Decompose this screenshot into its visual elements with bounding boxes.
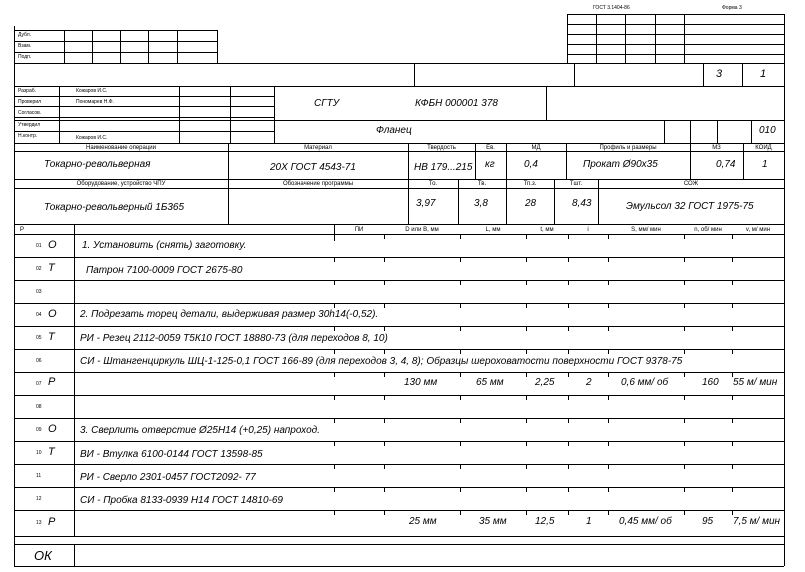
column-tick (384, 373, 385, 377)
column-tick (732, 419, 733, 423)
signer-role: Утвердил (18, 122, 41, 128)
column-tick (732, 235, 733, 239)
column-tick (608, 373, 609, 377)
column-tick (608, 350, 609, 354)
column-tick (684, 304, 685, 308)
column-tick (460, 488, 461, 492)
column-tick (460, 511, 461, 515)
column-tick (684, 488, 685, 492)
row-code: О (48, 423, 57, 435)
row-number: 13 (36, 520, 42, 526)
column-tick (460, 304, 461, 308)
sheet-total: 3 (716, 68, 723, 80)
param-t: 2,25 (535, 377, 555, 388)
sheet-number: 1 (760, 68, 767, 80)
profile-value: Прокат Ø90х35 (583, 159, 658, 170)
row-number: 08 (36, 404, 42, 410)
column-tick (684, 511, 685, 515)
signer-role: Проверил (18, 99, 42, 105)
column-tick (732, 327, 733, 331)
row-number: 12 (36, 496, 42, 502)
row-number: 02 (36, 266, 42, 272)
row-number: 04 (36, 312, 42, 318)
to-value: 3,97 (416, 198, 436, 209)
column-tick (608, 304, 609, 308)
sozh-value: Эмульсол 32 ГОСТ 1975-75 (626, 201, 754, 212)
column-tick (526, 511, 527, 515)
hdr-koid: КОИД (755, 145, 772, 151)
column-tick (460, 442, 461, 446)
column-tick (334, 327, 335, 331)
hdr-to: То. (428, 181, 438, 187)
column-tick (568, 511, 569, 515)
column-tick (334, 281, 335, 285)
column-tick (384, 304, 385, 308)
row-code: О (48, 308, 57, 320)
column-tick (460, 350, 461, 354)
column-tick (460, 258, 461, 262)
column-tick (684, 442, 685, 446)
column-tick (732, 442, 733, 446)
column-tick (384, 511, 385, 515)
column-tick (526, 235, 527, 239)
org-name: СГТУ (314, 98, 340, 109)
column-tick (684, 465, 685, 469)
column-tick (568, 373, 569, 377)
mz-value: 0,74 (716, 159, 736, 170)
column-tick (384, 488, 385, 492)
hdr-l: L, мм (485, 227, 501, 233)
column-tick (568, 442, 569, 446)
hdr-tpz: Тп.з. (523, 181, 537, 187)
md-value: 0,4 (524, 159, 538, 170)
column-tick (384, 442, 385, 446)
column-tick (460, 327, 461, 331)
tpz-value: 28 (525, 198, 537, 209)
signer-name: Кожаров И.С. (76, 135, 108, 141)
param-d: 130 мм (404, 377, 438, 388)
column-tick (384, 235, 385, 239)
column-tick (684, 396, 685, 400)
row-text: 1. Установить (снять) заготовку. (82, 240, 247, 251)
row-number: 01 (36, 243, 42, 249)
column-tick (608, 511, 609, 515)
vzam-label: Взам. (18, 43, 32, 49)
column-tick (334, 235, 335, 239)
ok-label: ОК (34, 548, 52, 563)
hdr-s: S, мм/ мин (631, 227, 661, 233)
column-tick (608, 488, 609, 492)
column-tick (334, 442, 335, 446)
param-s: 0,45 мм/ об (619, 516, 672, 527)
column-tick (568, 258, 569, 262)
column-tick (334, 419, 335, 423)
column-tick (568, 419, 569, 423)
column-tick (526, 258, 527, 262)
column-tick (568, 327, 569, 331)
column-tick (608, 235, 609, 239)
column-tick (732, 281, 733, 285)
column-tick (334, 465, 335, 469)
row-number: 03 (36, 289, 42, 295)
column-tick (334, 304, 335, 308)
hdr-i: i (587, 227, 589, 233)
hdr-material: Материал (304, 145, 332, 151)
param-n: 160 (702, 377, 719, 388)
column-tick (384, 419, 385, 423)
signer-name: Пономарев Н.Ф. (76, 99, 114, 105)
row-number: 10 (36, 450, 42, 456)
column-tick (732, 465, 733, 469)
column-tick (384, 465, 385, 469)
hdr-operation: Наименование операции (86, 145, 156, 151)
hdr-hardness: Твердость (427, 145, 456, 151)
hdr-p: Р (20, 227, 25, 233)
column-tick (568, 281, 569, 285)
column-tick (684, 235, 685, 239)
part-name: Фланец (376, 125, 412, 136)
signer-name: Кожаров И.С. (76, 88, 108, 94)
column-tick (684, 350, 685, 354)
material-value: 20Х ГОСТ 4543-71 (270, 162, 356, 173)
param-i: 1 (586, 516, 592, 527)
column-tick (526, 304, 527, 308)
column-tick (384, 396, 385, 400)
column-tick (526, 281, 527, 285)
hdr-pi: ПИ (354, 227, 364, 233)
column-tick (384, 281, 385, 285)
signer-role: Согласов. (18, 110, 42, 116)
column-tick (568, 396, 569, 400)
column-tick (684, 373, 685, 377)
param-v: 55 м/ мин (733, 377, 778, 388)
row-text: СИ - Штангенциркуль ШЦ-1-125-0,1 ГОСТ 166-89 (для переходов 3, 4, 8); Образцы шероховатости поверхности ГОСТ 9378-75 (80, 356, 683, 367)
row-text: ВИ - Втулка 6100-0144 ГОСТ 13598-85 (80, 449, 263, 460)
hdr-tsht: Тшт. (569, 181, 583, 187)
row-code: О (48, 239, 57, 251)
row-number: 06 (36, 358, 42, 364)
column-tick (684, 258, 685, 262)
column-tick (526, 396, 527, 400)
hdr-program: Обозначение программы (282, 181, 354, 187)
hdr-d: D или В, мм (405, 227, 439, 233)
hdr-t: t, мм (540, 227, 554, 233)
column-tick (732, 350, 733, 354)
column-tick (384, 327, 385, 331)
hdr-v: v, м/ мин (745, 227, 771, 233)
row-text: СИ - Пробка 8133-0939 H14 ГОСТ 14810-69 (80, 495, 283, 506)
column-tick (608, 327, 609, 331)
ev-value: кг (485, 159, 495, 170)
hdr-equipment: Оборудование, устройство ЧПУ (76, 181, 166, 187)
hdr-tv: Тв. (477, 181, 487, 187)
row-number: 11 (36, 473, 42, 479)
column-tick (568, 304, 569, 308)
dubl-label: Дубл. (18, 32, 31, 38)
column-tick (460, 235, 461, 239)
column-tick (460, 465, 461, 469)
column-tick (526, 373, 527, 377)
column-tick (460, 281, 461, 285)
column-tick (608, 396, 609, 400)
param-l: 35 мм (479, 516, 507, 527)
column-tick (526, 327, 527, 331)
row-text: РИ - Сверло 2301-0457 ГОСТ2092- 77 (80, 472, 256, 483)
column-tick (460, 373, 461, 377)
row-number: 05 (36, 335, 42, 341)
hdr-md: МД (531, 145, 541, 151)
column-tick (732, 488, 733, 492)
tsht-value: 8,43 (572, 198, 592, 209)
row-code: Р (48, 516, 56, 528)
signer-role: Н.контр. (18, 133, 38, 139)
param-s: 0,6 мм/ об (621, 377, 669, 388)
column-tick (608, 442, 609, 446)
param-d: 25 мм (409, 516, 437, 527)
column-tick (608, 281, 609, 285)
column-tick (384, 350, 385, 354)
param-l: 65 мм (476, 377, 504, 388)
column-tick (384, 258, 385, 262)
column-tick (334, 511, 335, 515)
column-tick (732, 396, 733, 400)
row-code: Т (48, 446, 55, 458)
signer-role: Разраб. (18, 88, 37, 94)
row-text: РИ - Резец 2112-0059 Т5К10 ГОСТ 18880-73 (для переходов 8, 10) (80, 333, 388, 344)
tv-value: 3,8 (474, 198, 488, 209)
column-tick (460, 419, 461, 423)
column-tick (526, 350, 527, 354)
operation-name: Токарно-револьверная (44, 159, 151, 170)
row-text: Патрон 7100-0009 ГОСТ 2675-80 (86, 265, 243, 276)
koid-value: 1 (762, 159, 768, 170)
column-tick (568, 465, 569, 469)
column-tick (732, 304, 733, 308)
row-code: Т (48, 262, 55, 274)
param-v: 7,5 м/ мин (733, 516, 781, 527)
hdr-profile: Профиль и размеры (599, 145, 657, 151)
hdr-ev: Ев. (486, 145, 495, 151)
column-tick (334, 350, 335, 354)
column-tick (334, 396, 335, 400)
column-tick (334, 488, 335, 492)
column-tick (568, 350, 569, 354)
row-number: 07 (36, 381, 42, 387)
hdr-mz: МЗ (712, 145, 721, 151)
hardness-value: НВ 179...215 (414, 162, 473, 173)
row-text: 2. Подрезать торец детали, выдерживая размер 30h14(-0,52). (80, 309, 379, 320)
row-text: 3. Сверлить отверстие Ø25H14 (+0,25) напроход. (80, 425, 320, 436)
row-code: Р (48, 376, 56, 388)
equipment-value: Токарно-револьверный 1Б365 (44, 202, 185, 213)
hdr-n: n, об/ мин (694, 227, 722, 233)
column-tick (568, 235, 569, 239)
gost-form-label: ГОСТ 3.1404-86 (593, 5, 630, 11)
column-tick (608, 258, 609, 262)
column-tick (732, 258, 733, 262)
column-tick (684, 419, 685, 423)
column-tick (608, 465, 609, 469)
row-code: Т (48, 331, 55, 343)
column-tick (526, 442, 527, 446)
part-code: 010 (759, 125, 776, 136)
column-tick (568, 488, 569, 492)
column-tick (732, 511, 733, 515)
column-tick (526, 465, 527, 469)
column-tick (334, 373, 335, 377)
doc-code: КФБН 000001 378 (415, 98, 498, 109)
hdr-sozh: СОЖ (683, 181, 699, 187)
column-tick (684, 327, 685, 331)
column-tick (526, 488, 527, 492)
column-tick (608, 419, 609, 423)
param-t: 12,5 (535, 516, 555, 527)
param-i: 2 (586, 377, 592, 388)
param-n: 95 (702, 516, 714, 527)
column-tick (334, 258, 335, 262)
column-tick (684, 281, 685, 285)
podp-label: Подп. (18, 54, 32, 60)
column-tick (460, 396, 461, 400)
row-number: 09 (36, 427, 42, 433)
form-label: Форма 3 (722, 5, 742, 11)
column-tick (526, 419, 527, 423)
